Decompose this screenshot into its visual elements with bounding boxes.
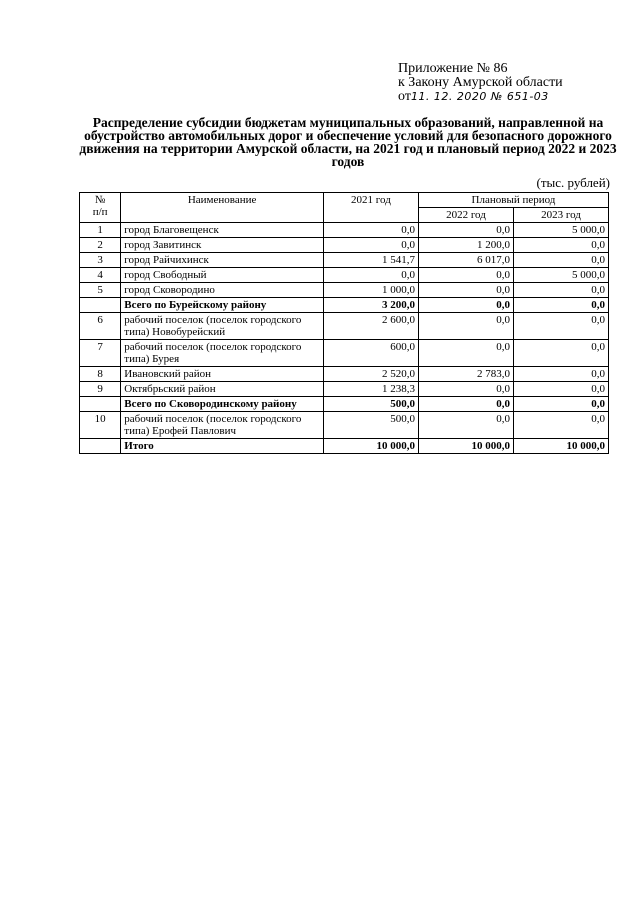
row-name: Ивановский район [121,367,324,382]
row-number: 3 [80,253,121,268]
row-value-2022: 0,0 [418,340,513,367]
row-value-2023: 0,0 [513,313,608,340]
row-number [80,439,121,454]
row-value-2022: 0,0 [418,268,513,283]
appendix-date-prefix: от [398,89,411,104]
row-value-2021: 0,0 [323,268,418,283]
row-value-2021: 3 200,0 [323,298,418,313]
row-value-2021: 2 600,0 [323,313,418,340]
row-name: город Сковородино [121,283,324,298]
row-name: рабочий поселок (поселок городского типа) Ерофей Павлович [121,412,324,439]
handwritten-date-number: 11. 12. 2020 № 651-03 [410,90,549,103]
table-row [80,223,609,238]
table-row [80,382,609,397]
row-value-2021: 500,0 [323,412,418,439]
row-value-2022: 0,0 [418,412,513,439]
row-value-2021: 600,0 [323,340,418,367]
table-body [80,223,609,454]
row-value-2022: 0,0 [418,298,513,313]
header-name: Наименование [121,193,324,223]
header-2021: 2021 год [323,193,418,223]
table-row [80,367,609,382]
row-value-2021: 0,0 [323,223,418,238]
row-value-2023: 0,0 [513,382,608,397]
header-num-line2: п/п [92,206,108,218]
row-value-2023: 0,0 [513,253,608,268]
row-number [80,298,121,313]
appendix-law: к Закону Амурской области [398,75,563,90]
appendix-number: Приложение № 86 [398,61,508,76]
row-name: Октябрьский район [121,382,324,397]
row-value-2022: 0,0 [418,283,513,298]
row-value-2021: 0,0 [323,238,418,253]
row-number: 4 [80,268,121,283]
row-value-2022: 10 000,0 [418,439,513,454]
subsidy-table [79,192,609,454]
row-number: 7 [80,340,121,367]
table-row [80,439,609,454]
row-value-2021: 10 000,0 [323,439,418,454]
row-name: город Завитинск [121,238,324,253]
appendix-date-line [398,90,608,104]
row-value-2023: 0,0 [513,397,608,412]
table-row [80,283,609,298]
table-row [80,397,609,412]
row-name: город Свободный [121,268,324,283]
row-number [80,397,121,412]
appendix-block [398,62,608,104]
table-row [80,268,609,283]
row-value-2023: 0,0 [513,298,608,313]
table-row [80,412,609,439]
row-value-2023: 5 000,0 [513,268,608,283]
row-value-2023: 10 000,0 [513,439,608,454]
header-num-line1: № [94,194,106,206]
row-number: 2 [80,238,121,253]
row-name: рабочий поселок (поселок городского типа) Новобурейский [121,313,324,340]
row-number: 6 [80,313,121,340]
row-value-2023: 0,0 [513,340,608,367]
row-name: город Райчихинск [121,253,324,268]
row-name: город Благовещенск [121,223,324,238]
table-row [80,253,609,268]
row-name: Итого [121,439,324,454]
unit-label: (тыс. рублей) [536,175,610,190]
row-number: 8 [80,367,121,382]
row-value-2021: 500,0 [323,397,418,412]
row-value-2022: 0,0 [418,313,513,340]
row-number: 9 [80,382,121,397]
header-num [80,193,121,223]
header-planned-period: Плановый период [418,193,608,208]
row-value-2022: 0,0 [418,223,513,238]
table-row [80,313,609,340]
table-row [80,238,609,253]
row-number: 5 [80,283,121,298]
row-value-2023: 5 000,0 [513,223,608,238]
row-value-2022: 1 200,0 [418,238,513,253]
row-value-2023: 0,0 [513,283,608,298]
table-header-row [80,193,609,208]
row-number: 10 [80,412,121,439]
header-2023: 2023 год [513,208,608,223]
table-row [80,340,609,367]
row-name: Всего по Сковородинскому району [121,397,324,412]
row-name: Всего по Бурейскому району [121,298,324,313]
document-title: Распределение субсидии бюджетам муниципальных образований, направленной на обустройство автомобильных дорог и обеспечение условий для безопасного дорожного движения на территории Амурской области, на 2021 год и плановый период 2022 и 2023 годов [79,115,617,169]
row-value-2021: 1 541,7 [323,253,418,268]
row-value-2023: 0,0 [513,412,608,439]
row-value-2022: 0,0 [418,397,513,412]
row-value-2023: 0,0 [513,238,608,253]
row-value-2023: 0,0 [513,367,608,382]
row-value-2021: 1 000,0 [323,283,418,298]
row-value-2022: 2 783,0 [418,367,513,382]
row-value-2021: 1 238,3 [323,382,418,397]
row-number: 1 [80,223,121,238]
row-value-2022: 0,0 [418,382,513,397]
row-name: рабочий поселок (поселок городского типа) Бурея [121,340,324,367]
table-row [80,298,609,313]
row-value-2022: 6 017,0 [418,253,513,268]
row-value-2021: 2 520,0 [323,367,418,382]
header-2022: 2022 год [418,208,513,223]
